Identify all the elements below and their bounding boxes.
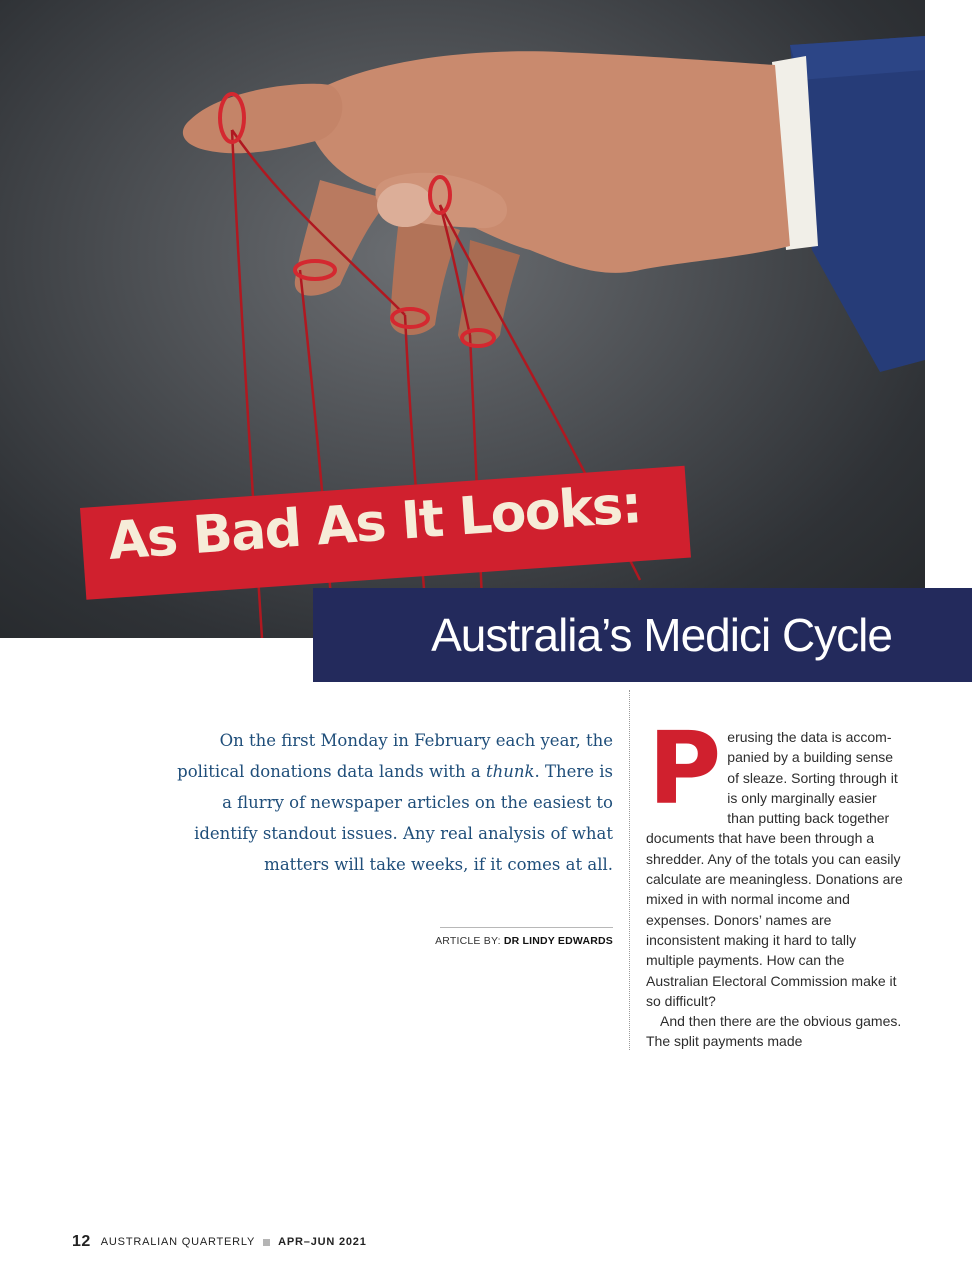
publication-name: AUSTRALIAN QUARTERLY bbox=[100, 1236, 256, 1248]
standfirst-text-2: . There is a flurry of newspaper articles on the easiest to identify standout issues. Any real analysis of what matters will take weeks, if it comes at all. bbox=[194, 762, 613, 874]
column-divider bbox=[629, 690, 630, 1050]
body-paragraph-2: And then there are the obvious games. The split payments made bbox=[646, 1013, 902, 1050]
issue-date: APR–JUN 2021 bbox=[278, 1236, 367, 1248]
page-footer bbox=[72, 1233, 367, 1251]
byline-author: DR LINDY EDWARDS bbox=[503, 935, 613, 947]
standfirst bbox=[170, 725, 613, 880]
body-paragraph-1: erusing the data is accompanied by a building sense of sleaze. Sorting through it is only marginally easier than putting back together documents that have been through a shredder. Any of the totals you can easily calculate are meaningless. Donations are mixed in with normal income and expenses. Donors’ names are inconsistent making it hard to tally multiple payments. How can the Australian Electoral Commission make it so difficult? bbox=[646, 729, 903, 1009]
drop-cap: P bbox=[648, 710, 722, 827]
article-subtitle-banner bbox=[313, 588, 972, 682]
standfirst-emphasis: thunk bbox=[485, 762, 535, 781]
page-number: 12 bbox=[72, 1233, 91, 1250]
footer-separator-square bbox=[263, 1239, 270, 1246]
article-title: As Bad As It Looks: bbox=[106, 474, 643, 573]
byline bbox=[380, 935, 613, 947]
byline-prefix: ARTICLE BY: bbox=[435, 935, 504, 947]
standfirst-text-1: On the first Monday in February each year, the political donations data lands with a bbox=[177, 731, 613, 781]
byline-rule bbox=[440, 927, 613, 928]
article-subtitle: Australia’s Medici Cycle bbox=[431, 609, 892, 661]
body-column bbox=[646, 710, 904, 1052]
